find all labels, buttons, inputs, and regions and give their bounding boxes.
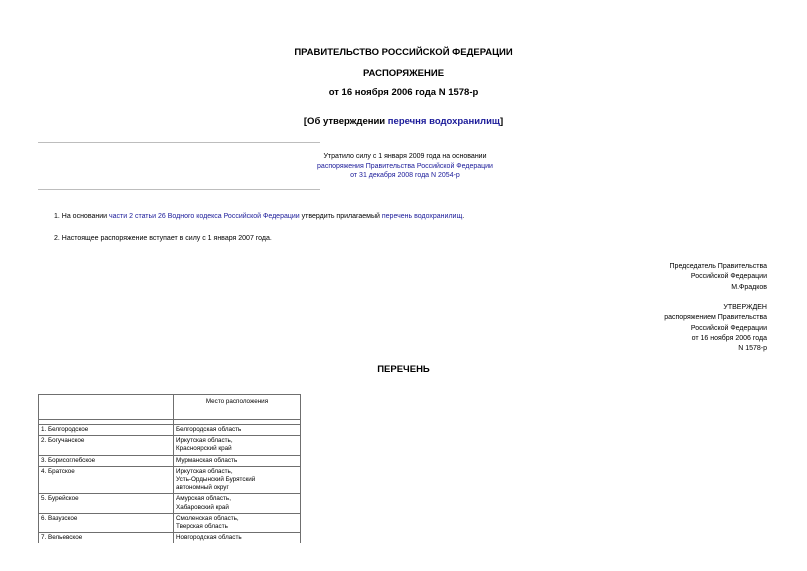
reservoir-location [174, 466, 301, 494]
signature-line-1: Председатель Правительства [669, 263, 767, 270]
location-line: Иркутская область, [176, 467, 233, 475]
reservoir-location [174, 436, 301, 455]
reservoir-name: 4. Братское [39, 466, 174, 494]
paragraph-2: 2. Настоящее распоряжение вступает в силу с 1 января 2007 года. [54, 235, 272, 242]
location-line: Мурманская область [176, 456, 238, 464]
divider-bottom [38, 189, 320, 190]
location-line: Усть-Ордынский Бурятский [176, 476, 256, 484]
status-note-text: Утратило силу с 1 января 2009 года на основании [323, 153, 487, 160]
table-row [39, 425, 301, 436]
location-line: Красноярский край [176, 445, 232, 453]
table-row [39, 436, 301, 455]
location-line: Белгородская область [176, 426, 242, 433]
subject-close: ] [499, 116, 504, 127]
location-line: Амурская область, [176, 495, 231, 503]
document-date-number: от 16 ноября 2006 года N 1578-р [328, 87, 479, 98]
reservoir-name: 1. Белгородское [39, 425, 174, 436]
reservoir-table [38, 394, 301, 543]
reservoir-location [174, 494, 301, 513]
paragraph-1 [54, 212, 464, 222]
approval-line-4: от 16 ноября 2006 года [691, 334, 767, 342]
approval-line-3: Российской Федерации [690, 324, 767, 332]
column-header-location: Место расположения [174, 395, 301, 420]
signature-name: М.Фрадков [731, 283, 767, 291]
location-line: Смоленская область, [176, 514, 239, 522]
column-header-name [39, 395, 174, 420]
divider-top [38, 142, 320, 143]
table-row [39, 513, 301, 532]
document-type: РАСПОРЯЖЕНИЕ [362, 68, 445, 79]
reservoir-table-body [39, 420, 301, 544]
repeal-link-line2[interactable]: от 31 декабря 2008 года N 2054-р [350, 172, 460, 179]
approval-line-2: распоряжением Правительства [664, 314, 767, 322]
subject-link[interactable]: перечня водохранилищ [387, 116, 500, 127]
water-code-link[interactable]: части 2 статьи 26 Водного кодекса Российской Федерации [109, 213, 300, 220]
reservoir-location [174, 455, 301, 466]
reservoir-name: 3. Борисоглебское [39, 455, 174, 466]
reservoir-location [174, 533, 301, 544]
location-line: автономный округ [176, 484, 229, 492]
reservoir-name: 7. Вельевское [39, 533, 174, 544]
table-row [39, 466, 301, 494]
government-title: ПРАВИТЕЛЬСТВО РОССИЙСКОЙ ФЕДЕРАЦИИ [294, 47, 513, 58]
paragraph-1-mid: утвердить прилагаемый [299, 213, 382, 220]
reservoir-name: 5. Бурейское [39, 494, 174, 513]
location-line: Хабаровский край [176, 503, 229, 511]
location-line: Тверская область [176, 523, 228, 531]
table-row [39, 533, 301, 544]
reservoir-location [174, 425, 301, 436]
reservoir-name: 6. Вазузское [39, 513, 174, 532]
table-row [39, 455, 301, 466]
approval-line-5: N 1578-р [738, 345, 767, 353]
status-note [290, 152, 520, 181]
table-row [39, 494, 301, 513]
reservoir-location [174, 513, 301, 532]
table-header-row [39, 395, 301, 420]
repeal-link-line1[interactable]: распоряжения Правительства Российской Федерации [317, 162, 493, 170]
reservoir-list-link[interactable]: перечень водохранилищ [381, 213, 463, 220]
signature-block [670, 262, 767, 293]
approval-line-1: УТВЕРЖДЕН [723, 304, 767, 311]
location-line: Новгородская область [176, 534, 242, 542]
document-subject [0, 116, 807, 127]
paragraph-1-end: . [462, 213, 465, 220]
paragraph-1-start: 1. На основании [54, 213, 109, 220]
approval-block [664, 303, 767, 354]
list-title: ПЕРЕЧЕНЬ [377, 364, 430, 375]
reservoir-name: 2. Богучанское [39, 436, 174, 455]
location-line: Иркутская область, [176, 437, 233, 445]
subject-open: [Об утверждении [303, 116, 388, 127]
signature-line-2: Российской Федерации [690, 273, 767, 281]
